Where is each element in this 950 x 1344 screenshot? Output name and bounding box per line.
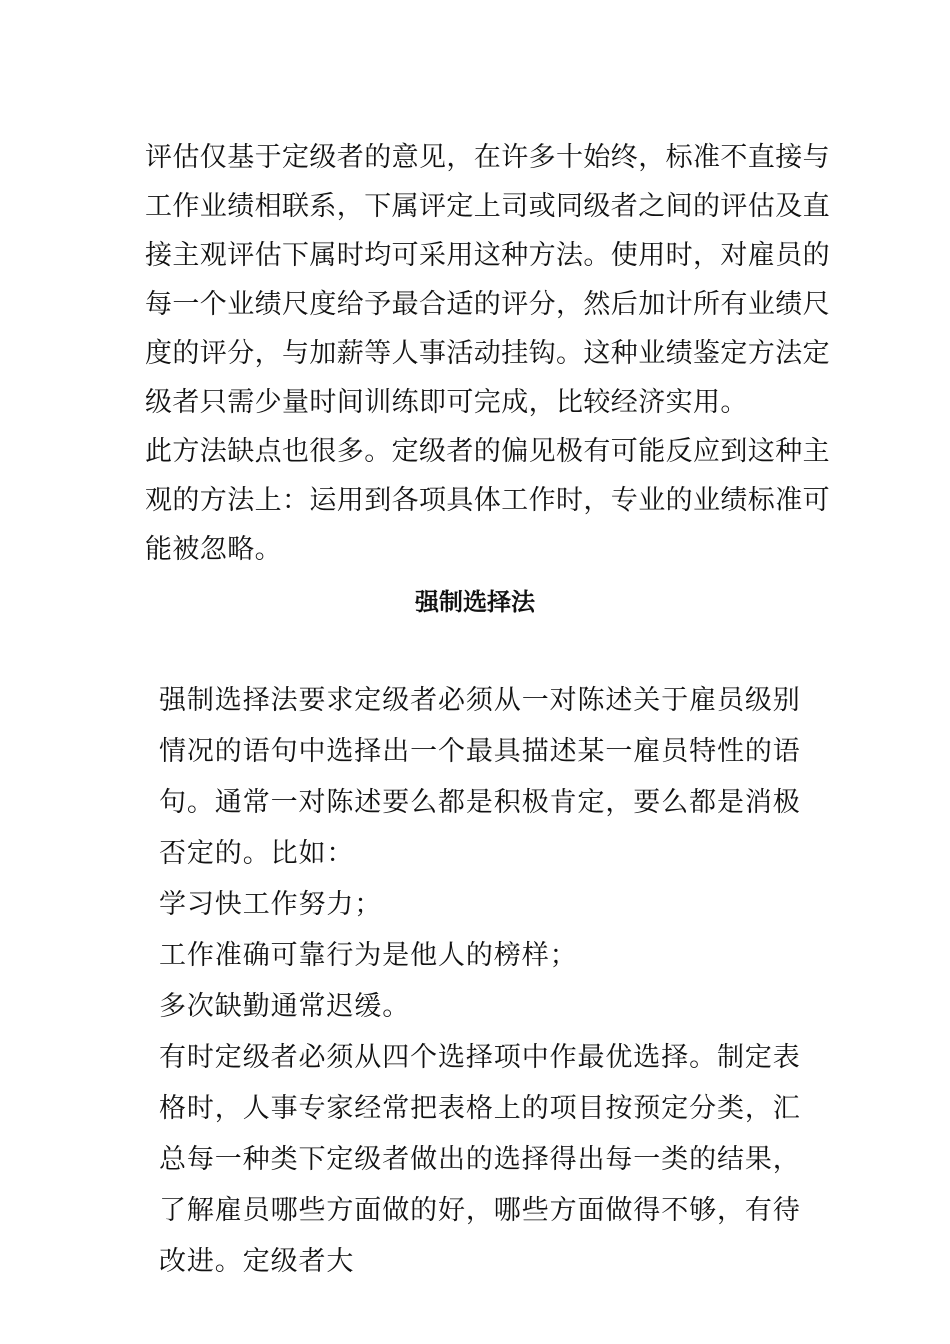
list-item-example-1: 学习快工作努力； xyxy=(159,889,383,920)
section-heading-forced-choice: 强制选择法 xyxy=(415,588,535,616)
list-item-example-2: 工作准确可靠行为是他人的榜样； xyxy=(159,940,578,971)
paragraph-four-options: 有时定级者必须从四个选择项中作最优选择。制定表格时，人事专家经常把表格上的项目按预定分类，汇总每一种类下定级者做出的选择得出每一类的结果，了解雇员哪些方面做的好，哪些方面做得不够，有待改进。定级者大 xyxy=(159,1042,801,1277)
paragraph-rating-scale-method: 评估仅基于定级者的意见，在许多十始终，标准不直接与工作业绩相联系，下属评定上司或同级者之间的评估及直接主观评估下属时均可采用这种方法。使用时，对雇员的每一个业绩尺度给予最合适的评分，然后加计所有业绩尺度的评分，与加薪等人事活动挂钩。这种业绩鉴定方法定级者只需少量时间训练即可完成，比较经济实用。 xyxy=(145,142,830,418)
paragraph-method-drawbacks: 此方法缺点也很多。定级者的偏见极有可能反应到这种主观的方法上：运用到各项具体工作时，专业的业绩标准可能被忽略。 xyxy=(145,436,830,565)
section-1-body xyxy=(145,133,835,574)
paragraph-forced-choice-intro: 强制选择法要求定级者必须从一对陈述关于雇员级别情况的语句中选择出一个最具描述某一雇员特性的语句。通常一对陈述要么都是积极肯定，要么都是消极否定的。比如： xyxy=(159,685,801,869)
section-2-body xyxy=(159,675,821,1287)
list-item-example-3: 多次缺勤通常迟缓。 xyxy=(159,991,411,1022)
